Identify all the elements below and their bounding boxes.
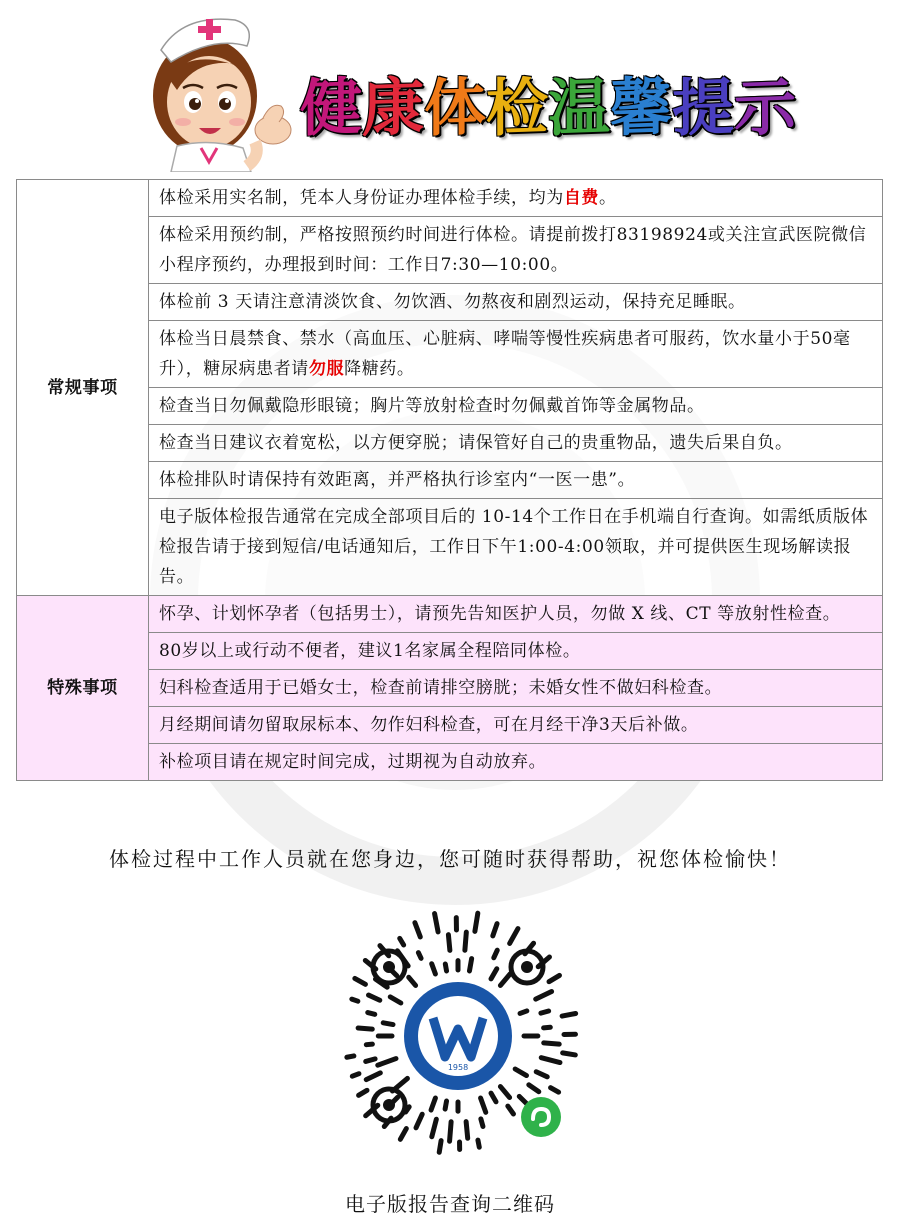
qr-ray <box>450 1122 452 1141</box>
qr-code <box>327 905 589 1167</box>
qr-ray <box>390 997 401 1003</box>
qr-ray <box>541 1011 549 1013</box>
qr-ray <box>445 964 446 971</box>
qr-ray <box>536 992 552 1000</box>
note-text: 检查当日勿佩戴隐形眼镜；胸片等放射检查时勿佩戴首饰等金属物品。 <box>159 396 705 416</box>
category-cell: 常规事项 <box>17 180 149 596</box>
note-text: 妇科检查适用于已婚女士，检查前请排空膀胱；未婚女性不做妇科检查。 <box>159 678 723 698</box>
note-text: 体检采用预约制，严格按照预约时间进行体检。请提前拨打83198924或关注宣武医院微信小程序预约，办理报到时间：工作日7:30—10:00。 <box>159 225 867 275</box>
qr-finder-dot <box>383 1099 395 1111</box>
note-text: 补检项目请在规定时间完成，过期视为自动放弃。 <box>159 752 547 772</box>
qr-ray <box>445 1101 446 1109</box>
qr-ray <box>529 1085 539 1092</box>
qr-ray <box>400 1129 406 1140</box>
qr-ray <box>493 924 497 936</box>
title-char: 温 <box>548 69 611 146</box>
qr-caption: 电子版报告查询二维码 <box>345 1192 555 1216</box>
highlight-text: 自费 <box>563 188 600 208</box>
qr-ray <box>409 977 416 985</box>
note-item <box>149 180 883 217</box>
qr-ray <box>352 999 358 1001</box>
note-text: 。 <box>599 188 617 208</box>
highlight-text: 勿服 <box>308 359 345 379</box>
note-item <box>149 462 883 499</box>
note-text: 怀孕、计划怀孕者（包括男士），请预先告知医护人员，勿做 X 线、CT 等放射性检查。 <box>159 604 841 624</box>
qr-finder-dot <box>383 961 395 973</box>
qr-ray <box>469 959 471 971</box>
logo-year: 1958 <box>447 1063 469 1072</box>
qr-ray <box>481 1119 483 1127</box>
note-item <box>149 499 883 596</box>
note-item <box>149 596 883 633</box>
note-text: 体检当日晨禁食、禁水（高血压、心脏病、哮喘等慢性疾病患者可服药，饮水量小于50毫升），糖尿病患者请 <box>159 329 851 379</box>
header <box>0 0 900 175</box>
qr-ray <box>491 969 497 979</box>
title-char: 检 <box>486 69 549 146</box>
qr-ray <box>508 1106 514 1114</box>
qr-ray <box>478 1140 479 1147</box>
qr-ray <box>435 914 439 932</box>
qr-ray <box>536 1072 547 1077</box>
qr-ray <box>466 1122 468 1139</box>
qr-ray <box>431 1098 435 1110</box>
mini-program-qr-icon <box>327 905 589 1167</box>
title-char: 馨 <box>610 69 673 146</box>
qr-ray <box>432 1119 437 1136</box>
qr-ray <box>418 953 421 959</box>
title-char: 体 <box>424 69 487 146</box>
category-cell: 特殊事项 <box>17 596 149 781</box>
note-item <box>149 633 883 670</box>
title-char: 示 <box>734 69 797 146</box>
qr-ray <box>465 932 466 950</box>
qr-ray <box>551 1088 559 1092</box>
note-text: 体检采用实名制，凭本人身份证办理体检手续，均为 <box>159 188 564 208</box>
qr-ray <box>475 913 478 931</box>
qr-ray <box>368 1013 375 1015</box>
qr-ray <box>510 929 518 944</box>
title-char: 健 <box>300 69 363 146</box>
qr-ray <box>500 974 510 986</box>
qr-ray <box>359 1090 367 1095</box>
qr-ray <box>544 1027 551 1028</box>
notes-table <box>16 179 883 781</box>
nurse-cartoon-icon <box>143 6 303 172</box>
note-text: 检查当日建议衣着宽松，以方便穿脱；请保管好自己的贵重物品，遗失后果自负。 <box>159 433 793 453</box>
qr-ray <box>448 935 449 951</box>
qr-ray <box>515 1069 526 1076</box>
qr-ray <box>562 1013 576 1016</box>
note-text: 体检排队时请保持有效距离，并严格执行诊室内“一医一患”。 <box>159 470 636 490</box>
qr-ray <box>494 950 497 958</box>
qr-ray <box>366 1059 375 1062</box>
footer-message: 体检过程中工作人员就在您身边，您可随时获得帮助，祝您体检愉快！ <box>109 847 791 871</box>
note-item <box>149 321 883 388</box>
qr-ray <box>563 1053 576 1055</box>
qr-ray <box>347 1056 354 1057</box>
qr-finder-dot <box>521 961 533 973</box>
qr-ray <box>481 1098 486 1112</box>
qr-ray <box>366 1073 380 1080</box>
note-text: 电子版体检报告通常在完成全部项目后的 10-14个工作日在手机端自行查询。如需纸质版体检报告请于接到短信/电话通知后，工作日下午1:00-4:00领取，并可提供医生现场解读报告。 <box>159 507 869 587</box>
qr-ray <box>400 938 404 945</box>
qr-ray <box>544 1043 559 1044</box>
note-item <box>149 707 883 744</box>
mini-program-badge-icon <box>521 1097 561 1137</box>
note-item <box>149 388 883 425</box>
table-row <box>17 596 883 633</box>
qr-ray <box>432 964 436 974</box>
note-text: 80岁以上或行动不便者，建议1名家属全程陪同体检。 <box>159 641 581 661</box>
qr-ray <box>383 1023 393 1025</box>
qr-ray <box>369 995 380 1000</box>
title-char: 提 <box>672 69 735 146</box>
notes-table-body <box>17 180 883 781</box>
page-title <box>300 58 796 158</box>
qr-ray <box>500 1087 509 1098</box>
note-item <box>149 284 883 321</box>
table-row <box>17 180 883 217</box>
qr-ray <box>439 1141 441 1153</box>
note-text: 体检前 3 天请注意清淡饮食、勿饮酒、勿熬夜和剧烈运动，保持充足睡眠。 <box>159 292 746 312</box>
qr-ray <box>352 1074 359 1077</box>
title-char: 康 <box>362 69 425 146</box>
note-item <box>149 744 883 781</box>
qr-ray <box>541 1058 560 1063</box>
qr-ray <box>491 1093 496 1102</box>
qr-ray <box>378 1059 396 1066</box>
note-item <box>149 425 883 462</box>
note-text: 月经期间请勿留取尿标本、勿作妇科检查，可在月经干净3天后补做。 <box>159 715 699 735</box>
qr-ray <box>366 1044 372 1045</box>
qr-ray <box>355 978 366 984</box>
qr-ray <box>549 975 559 981</box>
note-item <box>149 670 883 707</box>
qr-ray <box>358 1028 372 1029</box>
note-text: 降糖药。 <box>344 359 415 379</box>
note-item <box>149 217 883 284</box>
qr-ray <box>520 1011 527 1013</box>
qr-ray <box>415 923 420 937</box>
qr-ray <box>416 1114 422 1128</box>
